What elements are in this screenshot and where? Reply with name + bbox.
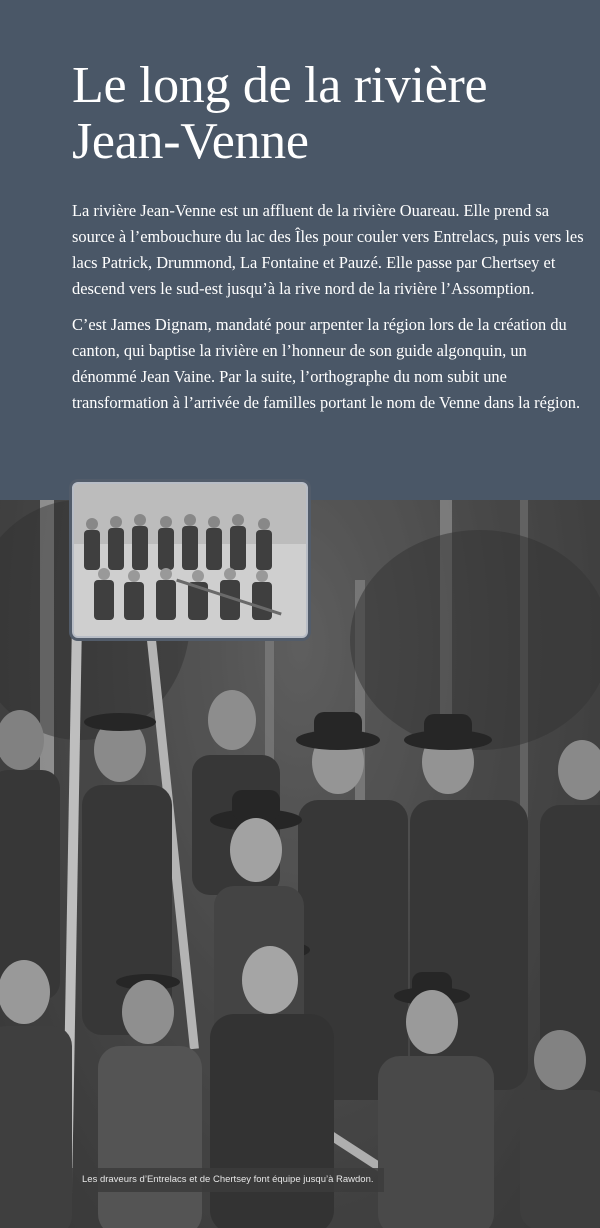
inset-photo-illustration (74, 484, 306, 636)
paragraph-2: C’est James Dignam, mandaté pour arpenter la région lors de la création du canton, qui baptise la rivière en l’honneur de son guide algonquin, un dénommé Jean Vaine. Par la suite, l’orthographe du nom subit une transformation à l’arrivée de familles portant le nom de Venne dans la région. (72, 315, 581, 412)
title-line-1: Le long de la rivière (72, 57, 488, 114)
photo-caption: Les draveurs d’Entrelacs et de Chertsey font équipe jusqu’à Rawdon. (72, 1168, 384, 1192)
page-title (72, 58, 582, 170)
text-panel (0, 0, 600, 500)
paragraph-1: La rivière Jean-Venne est un affluent de la rivière Ouareau. Elle prend sa source à l’embouchure du lac des Îles pour couler vers Entrelacs, puis vers les lacs Patrick, Drummond, La Fontaine et Pauzé. Elle passe par Chertsey et descend vers le sud-est jusqu’à la rive nord de la rivière l’Assomption. (72, 201, 584, 298)
inset-group-photo (72, 482, 308, 638)
title-line-2: Jean-Venne (72, 113, 309, 170)
body-text (72, 198, 584, 426)
